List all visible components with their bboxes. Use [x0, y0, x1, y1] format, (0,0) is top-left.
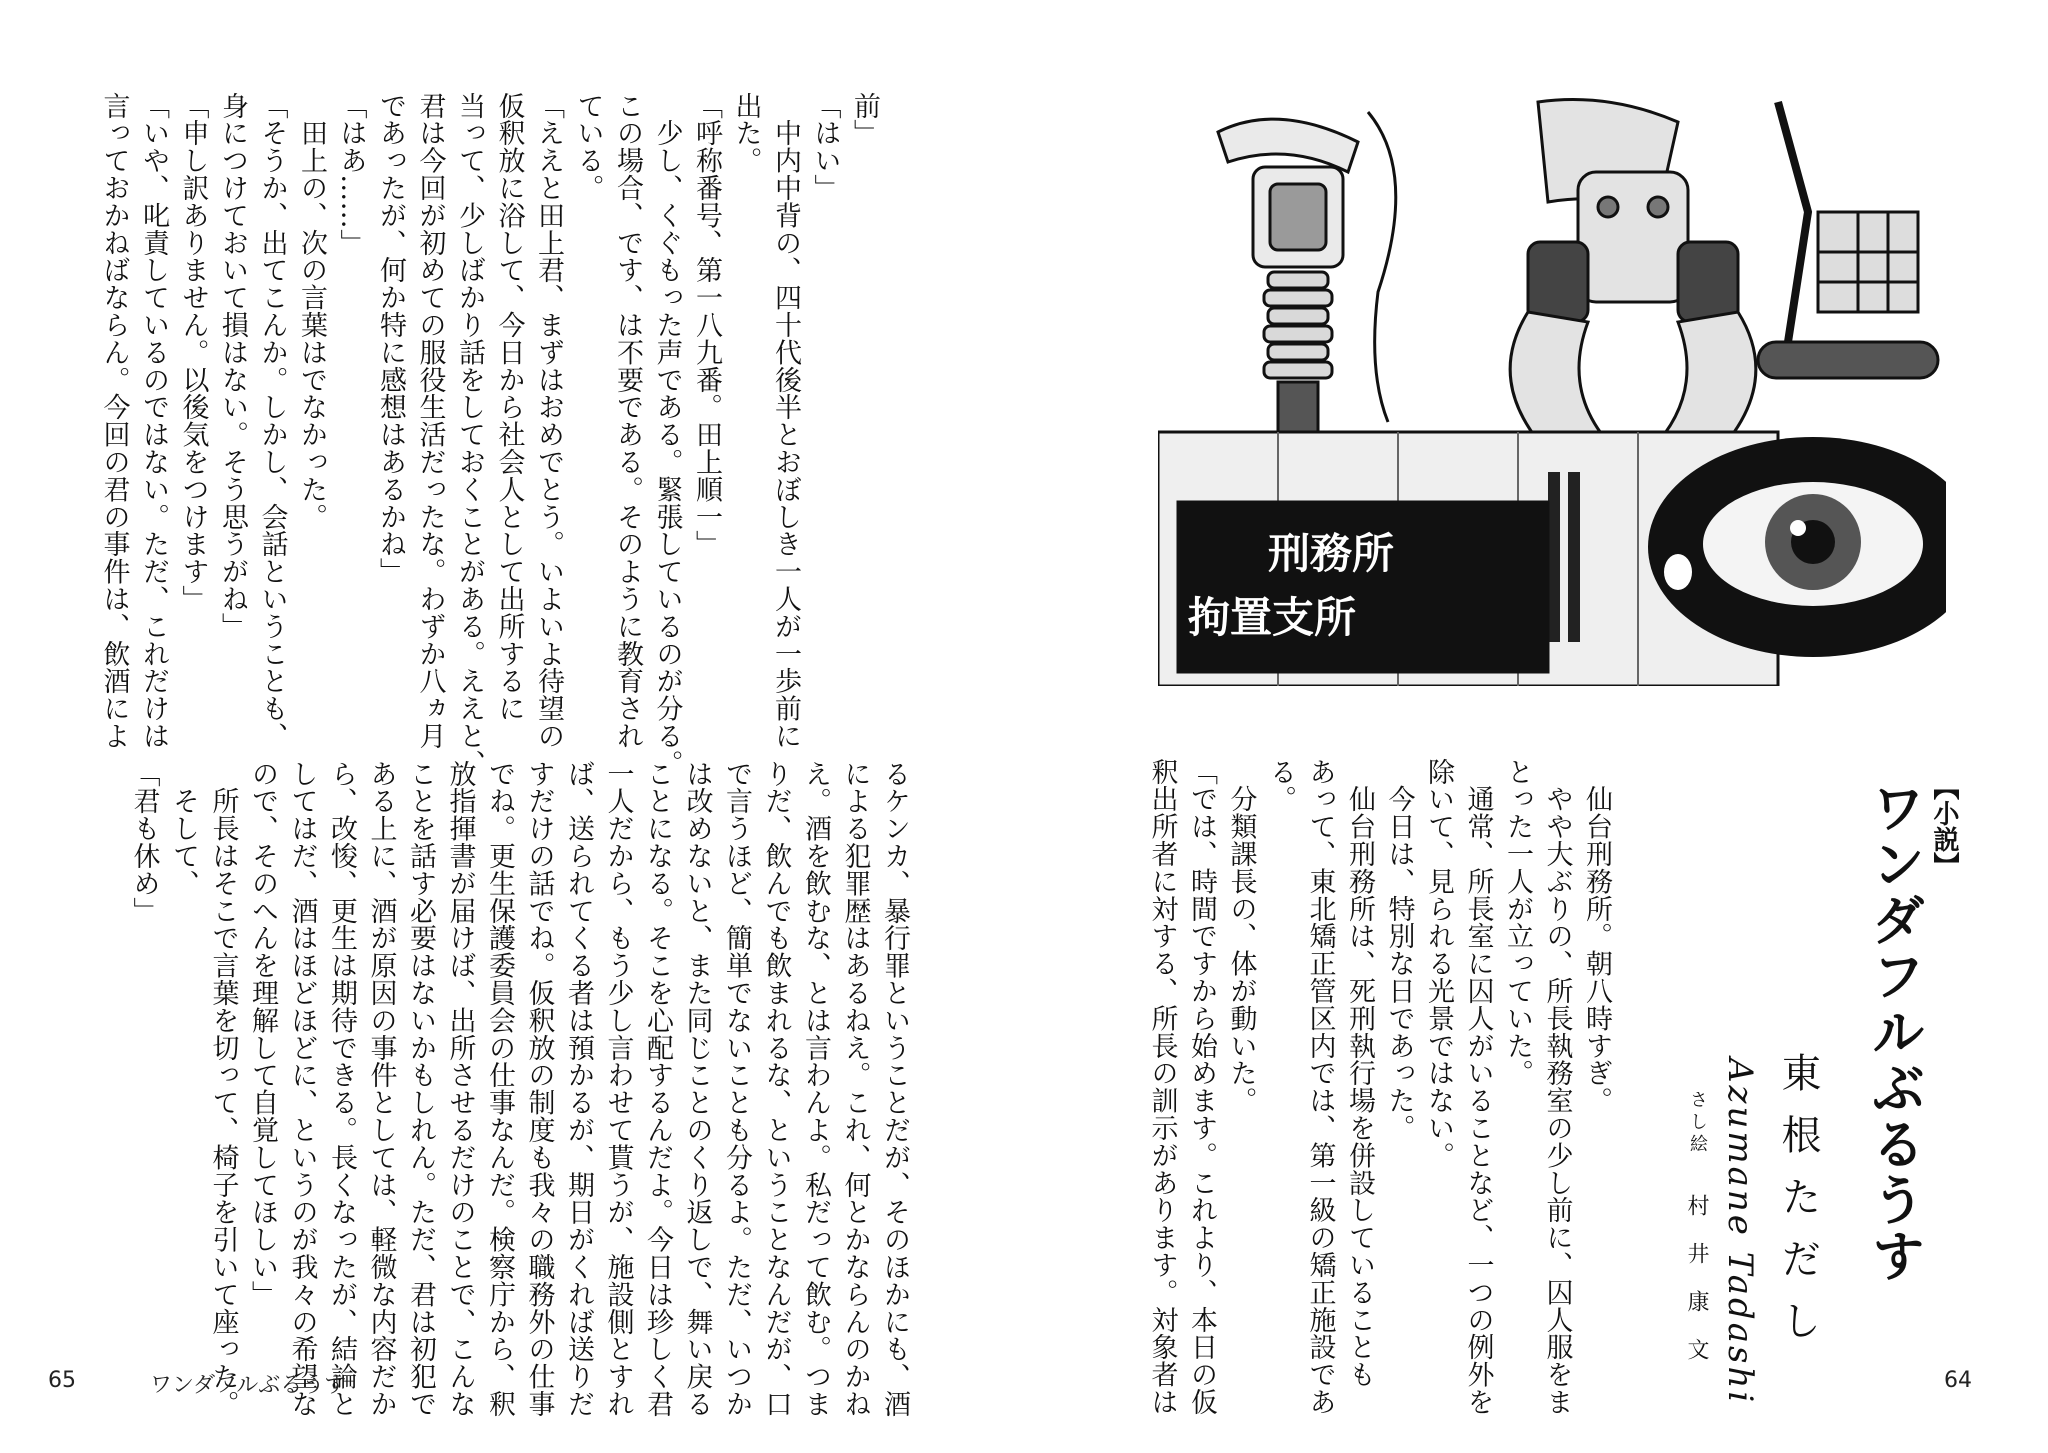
text-line: 所長はそこで言葉を切って、椅子を引いて座った。	[207, 760, 239, 1418]
text-line: 「いや、叱責しているのではない。ただ、これだけは	[138, 92, 169, 750]
text-line: ら、改悛、更生は期待できる。長くなったが、結論と	[326, 760, 357, 1418]
text-line: 出た。	[730, 92, 762, 175]
page-number-right: 64	[1944, 1368, 1972, 1393]
right-body-text-block	[1142, 758, 1616, 1416]
text-line: え。酒を飲むな、とは言わんよ。私だって飲む。つま	[800, 760, 831, 1418]
sign-line-2: 拘置支所	[1188, 593, 1357, 642]
text-line: すだけの話でね。仮釈放の制度も我々の職務外の仕事	[523, 760, 555, 1418]
text-line: ば、送られてくる者は預かるが、期日がくれば送りだ	[563, 760, 594, 1418]
text-line: ことになる。そこを心配するんだよ。今日は珍しく君	[642, 760, 673, 1418]
story-title: ワンダフルぶるうす	[1863, 780, 1926, 1284]
text-line: 仙台刑務所は、死刑執行場を併設していることも	[1344, 758, 1375, 1389]
text-line: 仮釈放に浴して、今日から社会人として出所するに	[493, 92, 525, 723]
running-title: ワンダフルぶるうす	[150, 1373, 347, 1398]
text-line: による犯罪歴はあるねえ。これ、何とかならんのかね	[839, 760, 871, 1418]
text-line: ことを話す必要はないかもしれん。ただ、君は初犯で	[405, 760, 436, 1418]
text-line: 中内中背の、四十代後半とおぼしき一人が一歩前に	[770, 92, 801, 750]
text-line: 当って、少しばかり話をしておくことがある。ええと、	[454, 92, 485, 777]
text-line: 「はい」	[809, 92, 841, 202]
text-line: 言っておかねばならん。今回の君の事件は、飲酒によ	[98, 92, 130, 750]
text-line: 一人だから、もう少し言わせて貰うが、施設側とすれ	[602, 760, 634, 1418]
text-line: 仙台刑務所。朝八時すぎ。	[1581, 758, 1612, 1115]
text-line: この場合、です、は不要である。そのように教育され	[612, 92, 643, 750]
text-line: であったが、何か特に感想はあるかね」	[375, 92, 406, 586]
text-line: 少し、くぐもった声である。緊張しているのが分る。	[651, 92, 683, 777]
text-line: 「では、時間ですから始めます。これより、本日の仮	[1186, 758, 1217, 1416]
text-line: 君は今回が初めての服役生活だったな。わずか八ヵ月	[414, 92, 446, 750]
text-line: やや大ぶりの、所長執務室の少し前に、囚人服をま	[1541, 758, 1573, 1416]
text-line: りだ、飲んでも飲まれるな、ということなんだが、口	[760, 760, 792, 1418]
text-line: 釈出所者に対する、所長の訓示があります。対象者は	[1146, 758, 1178, 1416]
text-line: 「呼称番号、第一八九番。田上順一」	[691, 92, 722, 558]
text-line: ので、そのへんを理解して自覚してほしい」	[247, 760, 278, 1308]
text-line: とった一人が立っていた。	[1502, 758, 1533, 1087]
text-line: あって、東北矯正管区内では、第一級の矯正施設であ	[1304, 758, 1336, 1416]
left-upper-text-block	[94, 92, 884, 777]
genre-label: 【小説】	[1929, 774, 1959, 878]
story-illustration	[1158, 92, 1946, 686]
text-line: 「ええと田上君、まずはおめでとう。いよいよ待望の	[533, 92, 564, 750]
text-line: ある上に、酒が原因の事件としては、軽微な内容だか	[365, 760, 397, 1418]
text-line: でね。更生保護委員会の仕事なんだ。検察庁から、釈	[484, 760, 515, 1418]
text-line: ている。	[572, 92, 604, 202]
text-line: 通常、所長室に囚人がいることなど、一つの例外を	[1462, 758, 1494, 1416]
sign-line-1: 刑務所	[1268, 529, 1395, 578]
text-line: る。	[1265, 758, 1296, 813]
text-line: 前」	[849, 92, 880, 147]
text-line: 「そうか、出てこんか。しかし、会話ということも、	[256, 92, 288, 750]
text-line: 今日は、特別な日であった。	[1383, 758, 1415, 1142]
illustration-credit-label: さし絵	[1687, 1090, 1708, 1156]
text-line: 身につけておいて損はない。そう思うがね」	[217, 92, 248, 640]
text-line: そして、	[168, 760, 199, 897]
text-line: 「はあ……」	[335, 92, 367, 257]
text-line: で言うほど、簡単でないことも分るよ。ただ、いつか	[721, 760, 752, 1418]
text-line: 放指揮書が届けば、出所させるだけのことで、こんな	[444, 760, 476, 1418]
illustrator-name: 村井康文	[1684, 1194, 1709, 1386]
text-line: 「申し訳ありません。以後気をつけます」	[177, 92, 209, 613]
author-name-roman: Azumane Tadashi	[1720, 1058, 1760, 1406]
text-line: 田上の、次の言葉はでなかった。	[296, 92, 327, 531]
text-line: るケンカ、暴行罪ということだが、そのほかにも、酒	[879, 760, 910, 1418]
left-lower-text-block	[124, 760, 914, 1418]
text-line: 除いて、見られる光景ではない。	[1423, 758, 1454, 1169]
page-number-left: 65	[48, 1368, 76, 1393]
author-name: 東根ただし	[1775, 1052, 1821, 1362]
text-line: してはだ、酒はほどほどに、というのが我々の希望な	[286, 760, 318, 1418]
text-line: 分類課長の、体が動いた。	[1225, 758, 1257, 1115]
text-line: 「君も休め」	[128, 760, 160, 925]
text-line: は改めないと、また同じことのくり返しで、舞い戻る	[681, 760, 713, 1418]
